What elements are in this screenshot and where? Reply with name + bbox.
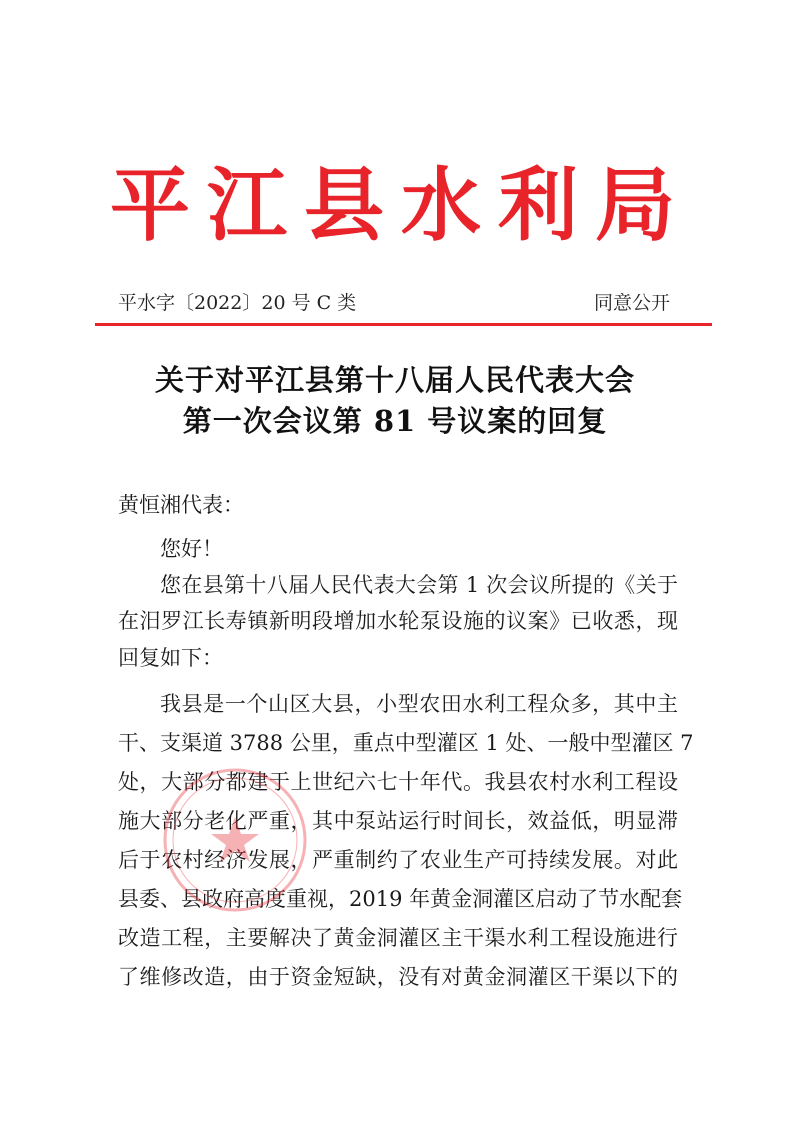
paragraph-2-line: 县委、县政府高度重视，2019 年黄金洞灌区启动了节水配套 xyxy=(118,887,683,911)
paragraph-2-line: 我县是一个山区大县，小型农田水利工程众多，其中主 xyxy=(160,692,678,716)
masthead-char: 水 xyxy=(401,158,481,252)
red-header-rule xyxy=(95,323,712,326)
paragraph-1-line: 在汨罗江长寿镇新明段增加水轮泵设施的议案》已收悉，现 xyxy=(118,609,678,633)
paragraph-1-line: 回复如下： xyxy=(118,646,223,670)
paragraph-2-line: 处，大部分都建于上世纪六七十年代。我县农村水利工程设 xyxy=(118,770,678,794)
masthead-char: 江 xyxy=(207,158,287,252)
masthead-char: 利 xyxy=(498,158,578,252)
masthead-char: 局 xyxy=(595,158,675,252)
disclosure-status: 同意公开 xyxy=(593,292,670,314)
title-line-1: 关于对平江县第十八届人民代表大会 xyxy=(154,363,635,397)
paragraph-2-line: 干、支渠道 3788 公里，重点中型灌区 1 处、一般中型灌区 7 xyxy=(118,731,694,755)
paragraph-2-line: 改造工程，主要解决了黄金洞灌区主干渠水利工程设施进行 xyxy=(118,926,678,950)
greeting: 您好！ xyxy=(160,537,223,561)
salutation: 黄恒湘代表： xyxy=(118,493,244,517)
paragraph-1-line: 您在县第十八届人民代表大会第 1 次会议所提的《关于 xyxy=(160,573,678,597)
masthead-char: 县 xyxy=(304,158,384,252)
masthead-char: 平 xyxy=(110,158,190,252)
paragraph-2-line: 了维修改造，由于资金短缺，没有对黄金洞灌区干渠以下的 xyxy=(118,965,678,989)
document-number: 平水字〔2022〕20 号 C 类 xyxy=(118,292,357,314)
paragraph-2-line: 后于农村经济发展，严重制约了农业生产可持续发展。对此 xyxy=(118,848,678,872)
title-line-2: 第一次会议第 81 号议案的回复 xyxy=(182,404,608,438)
paragraph-2-line: 施大部分老化严重，其中泵站运行时间长，效益低，明显滞 xyxy=(118,809,678,833)
masthead xyxy=(110,160,675,250)
